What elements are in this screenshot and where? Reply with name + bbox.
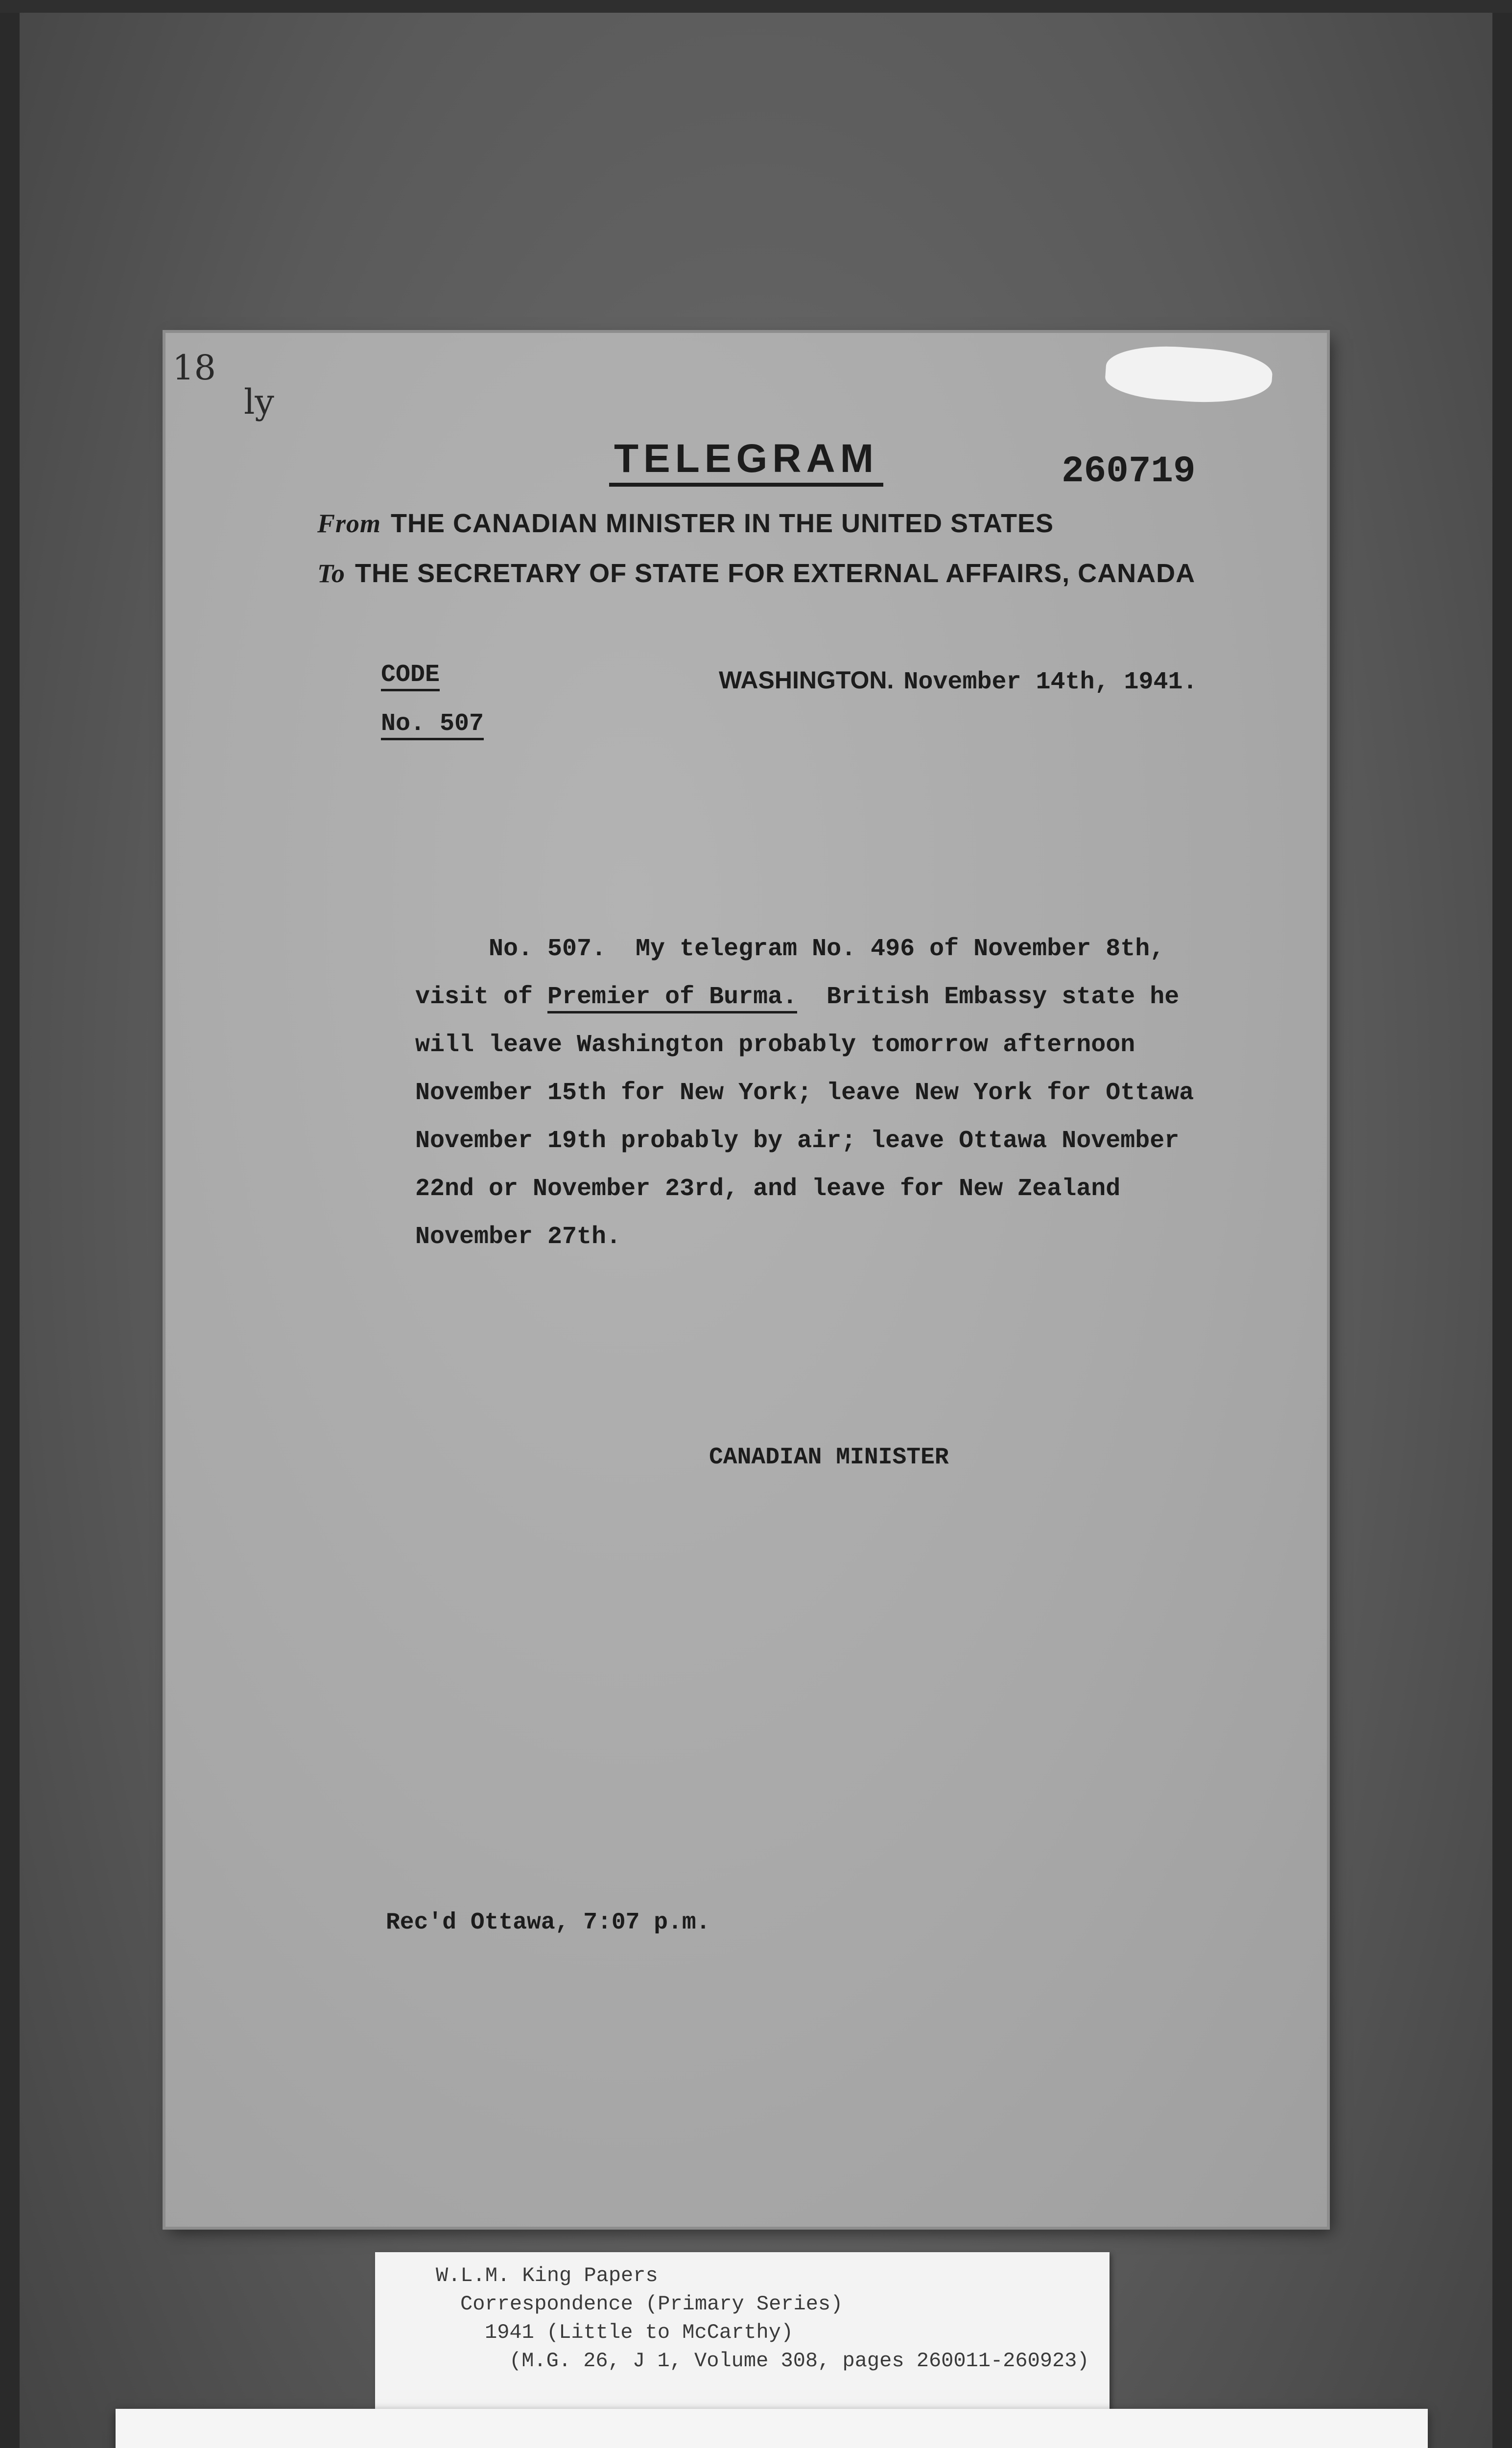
body-line: [415, 973, 1306, 1021]
telegram-sheet: [165, 333, 1327, 2227]
from-label: From: [317, 509, 381, 538]
code-number: No. 507: [381, 710, 484, 740]
film-frame-right-edge: [1492, 0, 1512, 2448]
paper-tear-patch: [1104, 342, 1274, 407]
place-date-line: [719, 666, 1198, 696]
code-label: CODE: [381, 661, 440, 691]
signature: CANADIAN MINISTER: [709, 1444, 949, 1471]
from-text: THE CANADIAN MINISTER IN THE UNITED STATES: [391, 509, 1054, 538]
catalog-line-1: W.L.M. King Papers: [436, 2264, 658, 2287]
catalog-line-4: (M.G. 26, J 1, Volume 308, pages 260011-260923): [509, 2349, 1089, 2373]
body-line: November 19th probably by air; leave Ottawa November: [415, 1127, 1180, 1155]
to-text: THE SECRETARY OF STATE FOR EXTERNAL AFFAIRS, CANADA: [355, 559, 1196, 588]
body-line: No. 507. My telegram No. 496 of November 8th,: [489, 935, 1165, 963]
telegram-body: [415, 925, 1306, 1261]
catalog-line-3: 1941 (Little to McCarthy): [485, 2321, 794, 2344]
to-label: To: [317, 559, 346, 588]
place: WASHINGTON.: [719, 666, 894, 694]
received-note: Rec'd Ottawa, 7:07 p.m.: [386, 1909, 710, 1936]
handwritten-mark-corner: 18: [172, 348, 216, 388]
body-line-part: British Embassy state he: [797, 983, 1180, 1011]
catalog-line-2: Correspondence (Primary Series): [460, 2292, 843, 2316]
body-line-part: visit of: [415, 983, 548, 1011]
handwritten-initials: ly: [244, 382, 274, 422]
from-line: [317, 508, 1054, 539]
body-line: November 15th for New York; leave New York for Ottawa: [415, 1079, 1194, 1107]
body-line: will leave Washington probably tomorrow afternoon: [415, 1031, 1135, 1059]
underlined-premier-of-burma: Premier of Burma.: [547, 983, 797, 1013]
body-line: 22nd or November 23rd, and leave for New Zealand: [415, 1175, 1121, 1203]
telegram-number: 260719: [1062, 450, 1196, 493]
date: November 14th, 1941.: [903, 668, 1198, 696]
film-frame-top-edge: [0, 0, 1512, 13]
body-line: November 27th.: [415, 1223, 621, 1251]
film-frame-left-edge: [0, 0, 20, 2448]
catalog-label: [375, 2252, 1110, 2414]
archives-board: [116, 2409, 1428, 2448]
to-line: [317, 558, 1195, 588]
telegram-title-text: TELEGRAM: [609, 436, 883, 487]
